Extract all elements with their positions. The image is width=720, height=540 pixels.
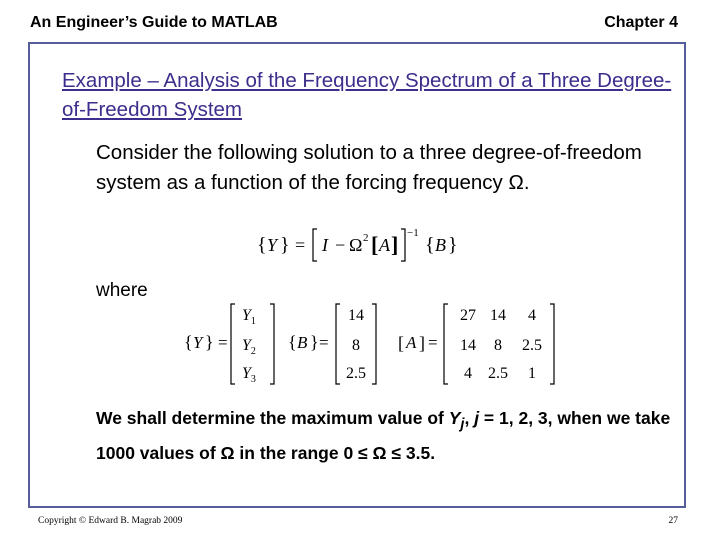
footer-page-number: 27 [668, 516, 678, 526]
vec-b-entry: 8 [352, 337, 360, 354]
mat-a-entry: 27 [460, 307, 476, 324]
def-lbrace-b: { [288, 332, 297, 352]
def-lbracket-a: [ [398, 333, 404, 353]
where-label: where [96, 280, 148, 301]
vec-b-entry: 14 [348, 307, 364, 324]
mat-a-bracket-left [444, 304, 448, 384]
mat-a-entry: 2.5 [488, 365, 508, 382]
def-lbrace-y: { [184, 332, 193, 352]
eq-lbrace-b: { [425, 234, 435, 256]
eq-rbrace-y: } [280, 234, 290, 256]
vec-y-bracket-left [231, 304, 235, 384]
eq-y: Y [267, 235, 278, 255]
def-equals-b: = [319, 333, 329, 352]
mat-a-entry: 14 [490, 307, 506, 324]
mat-a-entry: 8 [494, 337, 502, 354]
def-equals-a: = [428, 333, 438, 352]
def-rbracket-a: ] [419, 333, 425, 353]
mat-a-entry: 4 [528, 307, 536, 324]
eq-lbrace-y: { [257, 234, 267, 256]
determine-j: j [474, 408, 480, 428]
mat-a-entry: 1 [528, 365, 536, 382]
vec-y-entry: $Y_1$ [242, 307, 256, 327]
eq-bracket-a-close: ] [391, 232, 399, 257]
eq-a: A [379, 235, 390, 255]
def-a: A [406, 333, 417, 352]
vec-y-entry: $Y_3$ [242, 365, 256, 385]
determine-pre: We shall determine the maximum value of [96, 408, 449, 428]
eq-b: B [435, 235, 446, 255]
determine-mid: , [464, 408, 475, 428]
vec-y-entry: $Y_2$ [242, 337, 256, 357]
determine-post: = 1, 2, 3, when we take 1000 values of Ω in the range 0 ≤ Ω ≤ 3.5. [96, 408, 671, 463]
def-equals-y: = [218, 333, 228, 352]
eq-bracket-a-open: [ [371, 232, 379, 257]
mat-a-entry: 4 [464, 365, 472, 382]
vec-b-entry: 2.5 [346, 365, 366, 382]
eq-identity: I [322, 235, 328, 255]
header-chapter: Chapter 4 [604, 14, 678, 31]
def-rbrace-b: } [310, 332, 319, 352]
definitions-equation [180, 298, 560, 390]
vec-b-bracket-right [372, 304, 376, 384]
determine-y: Y [448, 408, 461, 428]
def-b: B [297, 333, 308, 352]
eq-bracket-right [401, 229, 405, 261]
mat-a-entry: 2.5 [522, 337, 542, 354]
mat-a-bracket-right [550, 304, 554, 384]
def-y: Y [193, 333, 203, 352]
determine-sub: j [460, 416, 465, 433]
eq-omega: Ω [349, 235, 363, 255]
determine-paragraph [96, 404, 696, 467]
mat-a-entry: 14 [460, 337, 476, 354]
vec-b-bracket-left [336, 304, 340, 384]
eq-rbrace-b: } [448, 234, 458, 256]
eq-inverse: −1 [407, 227, 419, 239]
main-equation [255, 224, 475, 266]
eq-exp-two: 2 [363, 232, 369, 244]
def-rbrace-y: } [205, 332, 214, 352]
eq-equals: = [295, 235, 306, 255]
footer-copyright: Copyright © Edward B. Magrab 2009 [38, 516, 183, 526]
consider-paragraph: Consider the following solution to a three degree-of-freedom system as a function of the forcing frequency Ω. [96, 141, 642, 194]
vec-y-bracket-right [270, 304, 274, 384]
slide-title: Example – Analysis of the Frequency Spectrum of a Three Degree-of-Freedom System [62, 69, 672, 121]
eq-minus: − [335, 235, 346, 255]
eq-bracket-left [313, 229, 317, 261]
header-book-title: An Engineer’s Guide to MATLAB [30, 14, 278, 31]
